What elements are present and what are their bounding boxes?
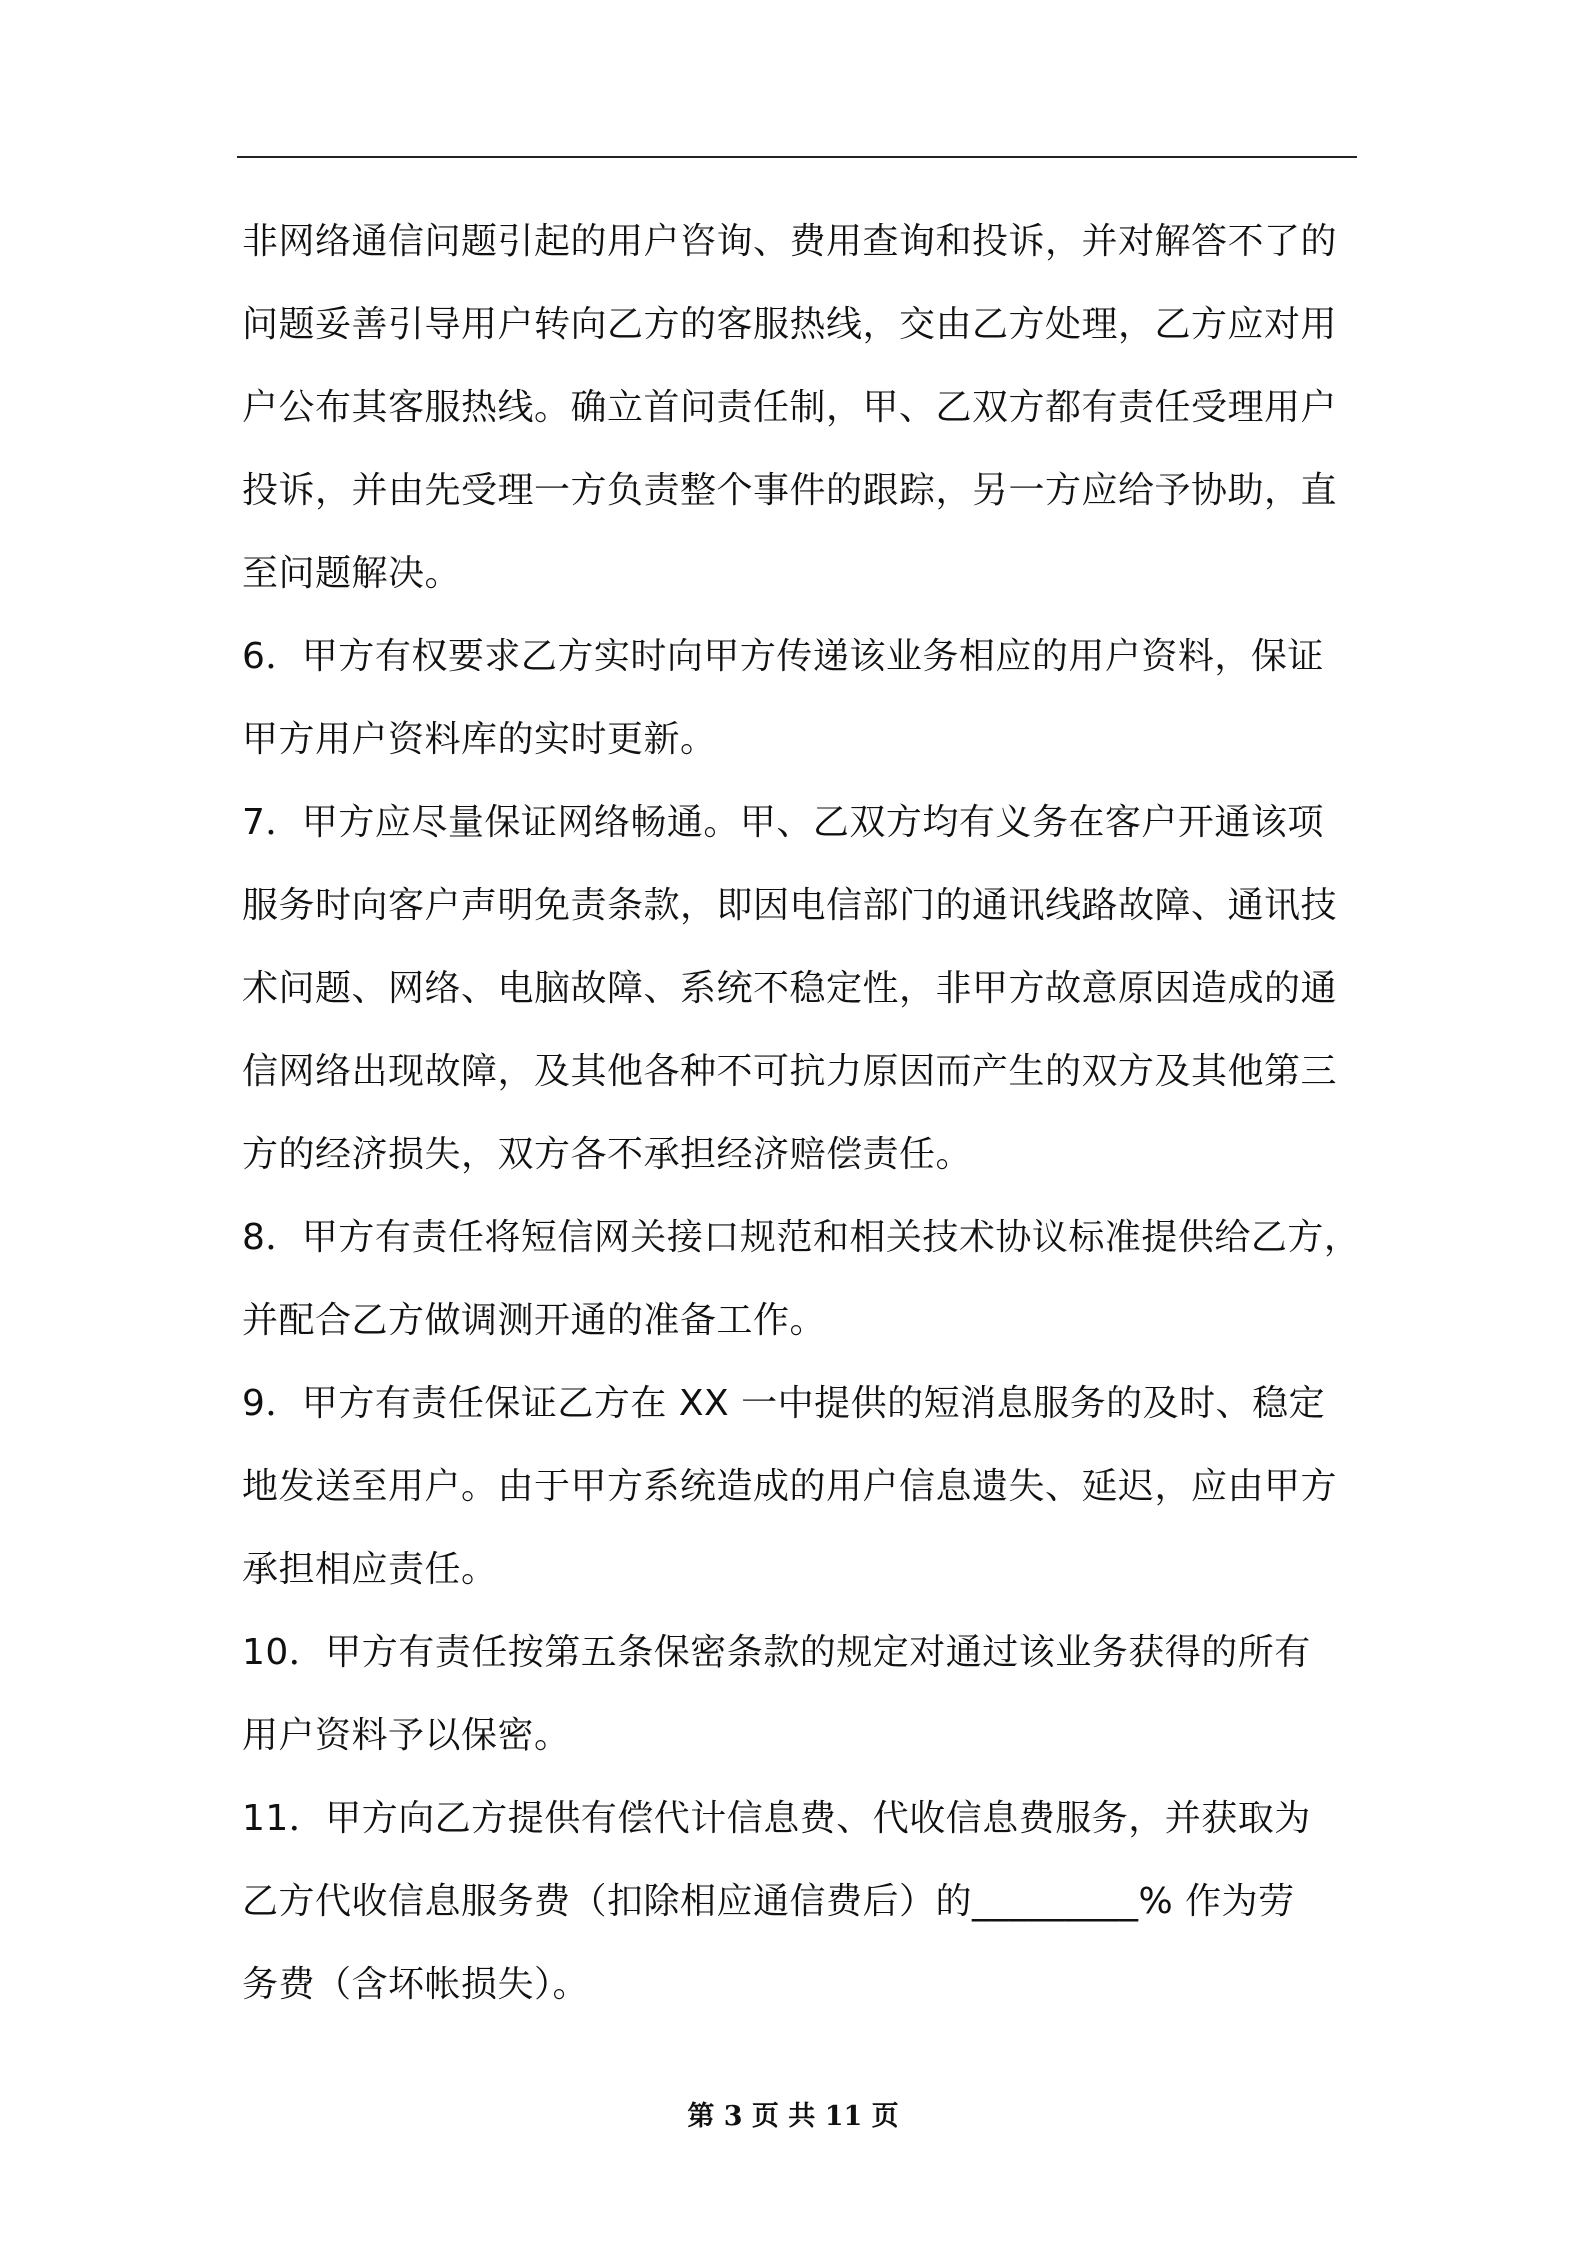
contract-body-text [242,200,1372,2026]
text-line: 甲方用户资料库的实时更新。 [242,719,717,760]
text-line: 服务时向客户声明免责条款，即因电信部门的通讯线路故障、通讯技 [242,885,1338,926]
clause-10-line: 10．甲方有责任按第五条保密条款的规定对通过该业务获得的所有 [242,1632,1311,1673]
text-line: 非网络通信问题引起的用户咨询、费用查询和投诉，并对解答不了的 [242,221,1338,262]
text-line: 地发送至用户。由于甲方系统造成的用户信息遗失、延迟，应由甲方 [242,1466,1338,1507]
page-number-footer: 第 3 页 共 11 页 [687,2101,899,2132]
text-line: 户公布其客服热线。确立首问责任制，甲、乙双方都有责任受理用户 [242,387,1338,428]
text-line: 并配合乙方做调测开通的准备工作。 [242,1300,827,1341]
text-line: 至问题解决。 [242,553,462,594]
text-line: 用户资料予以保密。 [242,1715,571,1756]
clause-9-line: 9．甲方有责任保证乙方在 XX 一中提供的短消息服务的及时、稳定 [242,1383,1326,1424]
clause-8-line: 8．甲方有责任将短信网关接口规范和相关技术协议标准提供给乙方， [242,1217,1361,1258]
text-line: 投诉，并由先受理一方负责整个事件的跟踪，另一方应给予协助，直 [242,470,1338,511]
text-line: 术问题、网络、电脑故障、系统不稳定性，非甲方故意原因造成的通 [242,968,1338,1009]
clause-11-line: 11．甲方向乙方提供有偿代计信息费、代收信息费服务，并获取为 [242,1798,1311,1839]
header-rule [237,156,1357,158]
text-line: 问题妥善引导用户转向乙方的客服热线，交由乙方处理，乙方应对用 [242,304,1338,345]
text-line: 务费（含坏帐损失）。 [242,1964,590,2005]
text-line: 乙方代收信息服务费（扣除相应通信费后）的_________% 作为劳 [242,1881,1295,1922]
clause-7-line: 7．甲方应尽量保证网络畅通。甲、乙双方均有义务在客户开通该项 [242,802,1324,843]
text-line: 方的经济损失，双方各不承担经济赔偿责任。 [242,1134,973,1175]
clause-6-line: 6．甲方有权要求乙方实时向甲方传递该业务相应的用户资料，保证 [242,636,1324,677]
text-line: 信网络出现故障，及其他各种不可抗力原因而产生的双方及其他第三 [242,1051,1338,1092]
text-line: 承担相应责任。 [242,1549,498,1590]
